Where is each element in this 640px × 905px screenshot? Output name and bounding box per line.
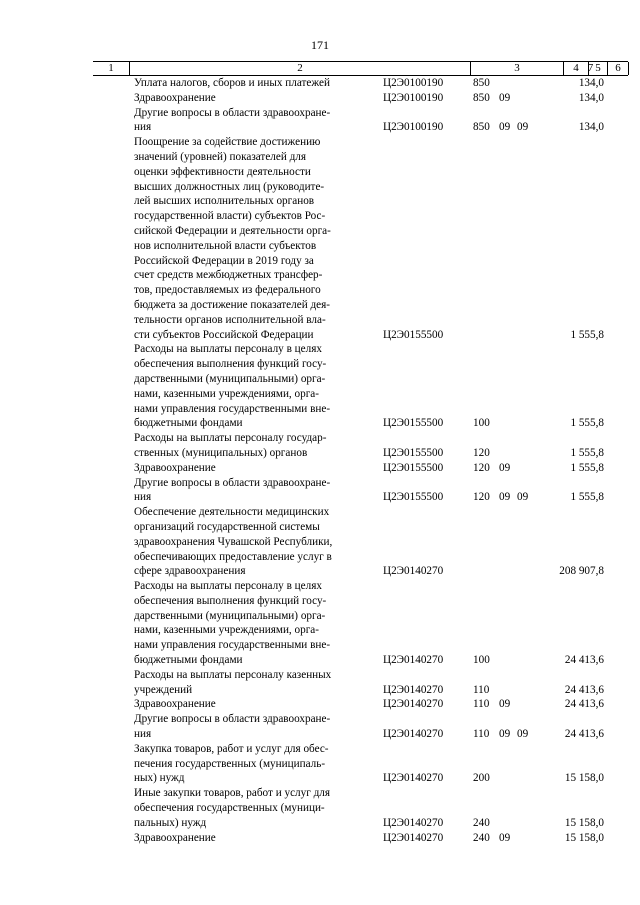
- row-amount: 24 413,6: [564, 654, 604, 667]
- table-row: [0, 831, 640, 846]
- row-expense-type: 100: [473, 654, 490, 667]
- table-row: [0, 786, 640, 830]
- row-target-code: Ц2Э0155500: [383, 417, 444, 430]
- row-amount: 24 413,6: [564, 683, 604, 696]
- row-target-code: Ц2Э0140270: [383, 831, 444, 844]
- header-col-7: 7: [587, 62, 594, 74]
- table-row: [0, 91, 640, 106]
- row-amount: 1 555,8: [570, 446, 604, 459]
- row-subsection: 09: [517, 491, 529, 504]
- row-amount: 15 158,0: [564, 772, 604, 785]
- row-description: Закупка товаров, работ и услуг для обес- печения государственных (муниципаль- ных) нужд: [134, 742, 329, 785]
- table-row: [0, 668, 640, 698]
- row-target-code: Ц2Э0155500: [383, 461, 444, 474]
- row-amount: 24 413,6: [564, 728, 604, 741]
- row-section: 09: [499, 698, 511, 711]
- row-expense-type: 240: [473, 816, 490, 829]
- row-target-code: Ц2Э0140270: [383, 698, 444, 711]
- row-section: 09: [499, 121, 511, 134]
- row-target-code: Ц2Э0155500: [383, 491, 444, 504]
- row-description: Здравоохранение: [134, 698, 216, 711]
- row-section: 09: [499, 728, 511, 741]
- row-description: Расходы на выплаты персоналу в целях обеспечения выполнения функций госу- дарственными (муниципальными) орга- нами, казенными учреждениями, орга- нами управления государственными вне- бюджетными фондами: [134, 343, 331, 430]
- header-col-3: 3: [471, 62, 564, 75]
- row-target-code: Ц2Э0155500: [383, 328, 444, 341]
- row-amount: 134,0: [578, 91, 604, 104]
- row-section: 09: [499, 831, 511, 844]
- row-expense-type: 200: [473, 772, 490, 785]
- row-target-code: Ц2Э0155500: [383, 446, 444, 459]
- row-target-code: Ц2Э0140270: [383, 565, 444, 578]
- row-amount: 134,0: [578, 77, 604, 89]
- row-description: Другие вопросы в области здравоохране- ния: [134, 713, 331, 741]
- header-col-5: 5: [589, 62, 608, 75]
- row-amount: 15 158,0: [564, 816, 604, 829]
- header-col-4: 4: [564, 62, 589, 75]
- row-target-code: Ц2Э0140270: [383, 772, 444, 785]
- row-description: Обеспечение деятельности медицинских организаций государственной системы здравоохранения Чувашской Республики, обеспечивающих предоставление услуг в сфере здравоохранения: [134, 506, 333, 578]
- row-amount: 1 555,8: [570, 461, 604, 474]
- row-expense-type: 240: [473, 831, 490, 844]
- table-row: [0, 476, 640, 506]
- row-amount: 24 413,6: [564, 698, 604, 711]
- table-row: [0, 431, 640, 461]
- row-section: 09: [499, 461, 511, 474]
- header-col-2: 2: [130, 62, 471, 75]
- row-section: 09: [499, 491, 511, 504]
- table-body: [0, 76, 640, 845]
- row-amount: 1 555,8: [570, 491, 604, 504]
- table-header: [93, 61, 628, 76]
- row-subsection: 09: [517, 121, 529, 134]
- table-row: [0, 106, 640, 136]
- row-target-code: Ц2Э0100190: [383, 121, 444, 134]
- row-amount: 208 907,8: [559, 565, 604, 578]
- row-expense-type: 120: [473, 446, 490, 459]
- header-col-1: 1: [93, 62, 130, 75]
- row-expense-type: 850: [473, 77, 490, 89]
- row-section: 09: [499, 91, 511, 104]
- row-target-code: Ц2Э0100190: [383, 91, 444, 104]
- row-description: Расходы на выплаты персоналу государ- ственных (муниципальных) органов: [134, 432, 327, 459]
- row-expense-type: 110: [473, 683, 490, 696]
- row-expense-type: 110: [473, 698, 490, 711]
- row-description: Иные закупки товаров, работ и услуг для обеспечения государственных (муници- пальных) нужд: [134, 787, 331, 829]
- row-amount: 1 555,8: [570, 328, 604, 341]
- row-target-code: Ц2Э0140270: [383, 728, 444, 741]
- table-row: [0, 461, 640, 476]
- row-expense-type: 850: [473, 121, 490, 134]
- row-amount: 15 158,0: [564, 831, 604, 844]
- header-col-6: 6: [608, 62, 629, 75]
- row-expense-type: 120: [473, 491, 490, 504]
- row-description: Уплата налогов, сборов и иных платежей: [134, 77, 330, 89]
- row-target-code: Ц2Э0140270: [383, 654, 444, 667]
- row-expense-type: 100: [473, 417, 490, 430]
- row-description: Здравоохранение: [134, 461, 216, 474]
- row-description: Здравоохранение: [134, 831, 216, 844]
- table-row: [0, 579, 640, 668]
- row-description: Другие вопросы в области здравоохране- ния: [134, 106, 331, 134]
- row-amount: 134,0: [578, 121, 604, 134]
- row-target-code: Ц2Э0140270: [383, 816, 444, 829]
- row-expense-type: 850: [473, 91, 490, 104]
- table-row: [0, 742, 640, 786]
- row-target-code: Ц2Э0140270: [383, 683, 444, 696]
- table-row: [0, 76, 640, 91]
- table-row: [0, 505, 640, 579]
- row-description: Здравоохранение: [134, 91, 216, 104]
- row-description: Другие вопросы в области здравоохране- ния: [134, 476, 331, 504]
- page-number: 171: [311, 38, 329, 52]
- row-description: Расходы на выплаты персоналу в целях обеспечения выполнения функций госу- дарственными (муниципальными) орга- нами, казенными учреждениями, орга- нами управления государственными вне- бюджетными фондами: [134, 580, 331, 667]
- table-row: [0, 697, 640, 712]
- table-row: [0, 135, 640, 342]
- table-row: [0, 712, 640, 742]
- table-row: [0, 342, 640, 431]
- row-amount: 1 555,8: [570, 417, 604, 430]
- row-expense-type: 110: [473, 728, 490, 741]
- row-description: Поощрение за содействие достижению значений (уровней) показателей для оценки эффективности деятельности высших должностных лиц (руководите- лей высших исполнительных органов государственной власти) субъектов Рос- сийской Федерации и деятельности орга- нов исполнительной власти субъектов Российской Федерации в 2019 году за счет средств межбюджетных трансфер- тов, предоставляемых из федерального бюджета за достижение показателей дея- тельности органов исполнительной вла- сти субъектов Российской Федерации: [134, 136, 331, 341]
- row-subsection: 09: [517, 728, 529, 741]
- row-description: Расходы на выплаты персоналу казенных учреждений: [134, 668, 332, 696]
- row-target-code: Ц2Э0100190: [383, 77, 444, 89]
- row-expense-type: 120: [473, 461, 490, 474]
